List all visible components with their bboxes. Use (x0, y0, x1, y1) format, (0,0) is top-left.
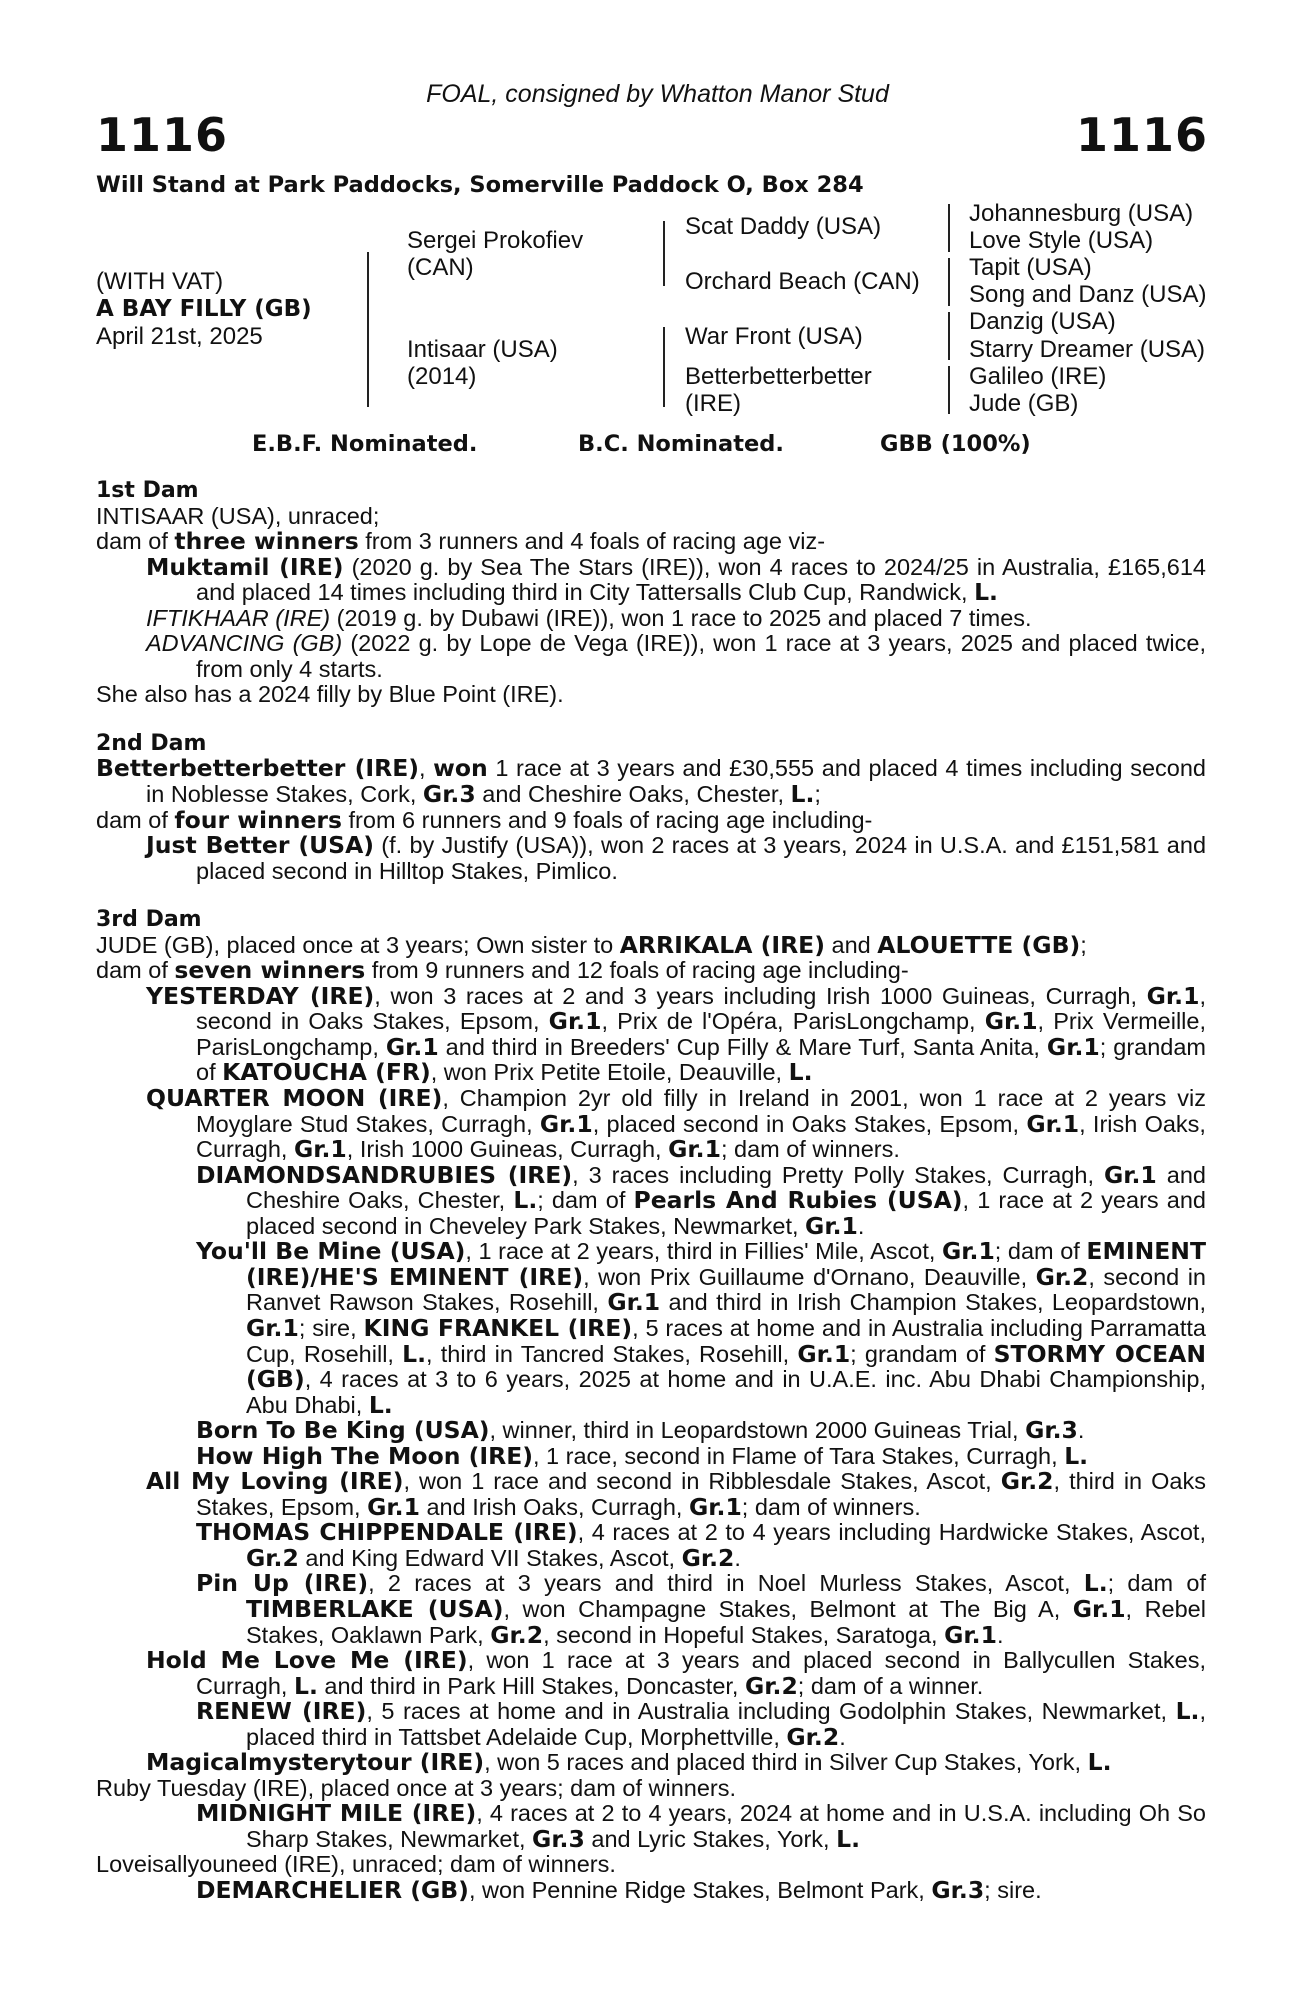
progeny-entry: DEMARCHELIER (GB), won Pennine Ridge Stakes, Belmont Park, Gr.3; sire. (196, 1875, 1042, 1904)
lot-number-left: 1116 (96, 108, 229, 162)
second-dam-produce-line: dam of four winners from 6 runners and 9 foals of racing age including- (96, 805, 873, 834)
g3-ancestor: Song and Danz (USA) (969, 281, 1207, 308)
pedigree-brace-dam (663, 327, 665, 407)
progeny-entry: Hold Me Love Me (IRE), won 1 race at 3 years and placed second in Ballycullen Stakes, Curragh, L. and third in Park Hill Stakes, Doncaster, Gr.2; dam of a winner. (146, 1646, 1207, 1700)
vat-label: (WITH VAT) (96, 268, 224, 295)
progeny-entry: Loveisallyouneed (IRE), unraced; dam of winners. (96, 1851, 616, 1878)
progeny-entry: Born To Be King (USA), winner, third in Leopardstown 2000 Guineas Trial, Gr.3. (196, 1416, 1085, 1445)
pedigree-brace-sire (663, 221, 665, 286)
dam-dam: Betterbetterbetter (685, 363, 872, 390)
first-dam-intro: INTISAAR (USA), unraced; (96, 502, 380, 529)
pedigree-brace-main (367, 252, 369, 407)
stand-location: Will Stand at Park Paddocks, Somerville Paddock O, Box 284 (96, 172, 864, 198)
section-heading-3rd-dam: 3rd Dam (96, 907, 202, 933)
progeny-entry: Muktamil (IRE) (2020 g. by Sea The Stars (IRE)), won 4 races to 2024/25 in Australia, £165,614 and placed 14 times including third in City Tattersalls Club Cup, Randwick, L. (146, 552, 1206, 607)
bc-nomination: B.C. Nominated. (578, 431, 784, 457)
g3-ancestor: Danzig (USA) (969, 308, 1116, 335)
horse-name: A BAY FILLY (GB) (96, 296, 312, 322)
progeny-entry: RENEW (IRE), 5 races at home and in Australia including Godolphin Stakes, Newmarket, L., placed third in Tattsbet Adelaide Cup, Morphettville, Gr.2. (196, 1697, 1206, 1751)
progeny-entry: Just Better (USA) (f. by Justify (USA)), won 2 races at 3 years, 2024 in U.S.A. and £151,581 and placed second in Hilltop Stakes, Pimlico. (146, 831, 1207, 884)
progeny-entry: You'll Be Mine (USA), 1 race at 2 years, third in Fillies' Mile, Ascot, Gr.1; dam of EMINENT (IRE)/HE'S EMINENT (IRE), won Prix Guillaume d'Ornano, Deauville, Gr.2, second in Ranvet Rawson Stakes, Rosehill, Gr.1 and third in Irish Champion Stakes, Leopardstown, Gr.1; sire, KING FRANKEL (IRE), 5 races at home and in Australia including Parramatta Cup, Rosehill, L., third in Tancred Stakes, Rosehill, Gr.1; grandam of STORMY OCEAN (GB), 4 races at 3 to 6 years, 2025 at home and in U.A.E. inc. Abu Dhabi Championship, Abu Dhabi, L. (196, 1237, 1207, 1419)
foaling-date: April 21st, 2025 (96, 323, 263, 350)
lot-number-right: 1116 (1075, 108, 1208, 162)
sire-dam: Orchard Beach (CAN) (685, 268, 920, 295)
dam-sire: War Front (USA) (685, 323, 863, 350)
g3-ancestor: Johannesburg (USA) (969, 200, 1194, 227)
progeny-entry: DIAMONDSANDRUBIES (IRE), 3 races including Pretty Polly Stakes, Curragh, Gr.1 and Cheshire Oaks, Chester, L.; dam of Pearls And Rubies (USA), 1 race at 2 years and placed second in Cheveley Park Stakes, Newmarket, Gr.1. (196, 1160, 1206, 1240)
third-dam-produce-line: dam of seven winners from 9 runners and 12 foals of racing age including- (96, 956, 909, 985)
progeny-entry: Pin Up (IRE), 2 races at 3 years and third in Noel Murless Stakes, Ascot, L.; dam of TIMBERLAKE (USA), won Champagne Stakes, Belmont at The Big A, Gr.1, Rebel Stakes, Oaklawn Park, Gr.2, second in Hopeful Stakes, Saratoga, Gr.1. (196, 1569, 1206, 1649)
progeny-entry: ADVANCING (GB) (2022 g. by Lope de Vega (IRE)), won 1 race at 3 years, 2025 and placed twice, from only 4 starts. (146, 630, 1206, 682)
progeny-entry: All My Loving (IRE), won 1 race and second in Ribblesdale Stakes, Ascot, Gr.2, third in Oaks Stakes, Epsom, Gr.1 and Irish Oaks, Curragh, Gr.1; dam of winners. (146, 1467, 1206, 1521)
pedigree-brace-g3-4 (948, 366, 950, 414)
progeny-entry: How High The Moon (IRE), 1 race, second in Flame of Tara Stakes, Curragh, L. (196, 1441, 1089, 1470)
catalogue-body (96, 478, 1206, 1904)
sire-sire: Scat Daddy (USA) (685, 213, 882, 240)
dam-name: Intisaar (USA) (407, 336, 558, 363)
second-dam-intro: Betterbetterbetter (IRE), won 1 race at 3 years and £30,555 and placed 4 times including second in Noblesse Stakes, Cork, Gr.3 and Cheshire Oaks, Chester, L.; (96, 754, 1206, 809)
ebf-nomination: E.B.F. Nominated. (252, 431, 478, 457)
dam-dam-country: (IRE) (685, 390, 741, 417)
sire-name: Sergei Prokofiev (407, 227, 584, 254)
g3-ancestor: Tapit (USA) (969, 254, 1092, 281)
progeny-entry: Magicalmysterytour (IRE), won 5 races and placed third in Silver Cup Stakes, York, L. (146, 1748, 1112, 1777)
first-dam-produce-line: dam of three winners from 3 runners and 4 foals of racing age viz- (96, 527, 826, 556)
sire-country: (CAN) (407, 254, 474, 281)
section-heading-1st-dam: 1st Dam (96, 478, 199, 503)
pedigree-brace-g3-1 (948, 204, 950, 252)
progeny-entry: IFTIKHAAR (IRE) (2019 g. by Dubawi (IRE)), won 1 race to 2025 and placed 7 times. (146, 604, 1032, 631)
progeny-entry: QUARTER MOON (IRE), Champion 2yr old filly in Ireland in 2001, won 1 race at 2 years viz Moyglare Stud Stakes, Curragh, Gr.1, placed second in Oaks Stakes, Epsom, Gr.1, Irish Oaks, Curragh, Gr.1, Irish 1000 Guineas, Curragh, Gr.1; dam of winners. (146, 1084, 1206, 1164)
third-dam-intro: JUDE (GB), placed once at 3 years; Own sister to ARRIKALA (IRE) and ALOUETTE (GB); (96, 930, 1087, 959)
first-dam-also: She also has a 2024 filly by Blue Point (IRE). (96, 681, 564, 708)
g3-ancestor: Jude (GB) (969, 390, 1079, 417)
gbb-status: GBB (100%) (880, 431, 1031, 457)
g3-ancestor: Starry Dreamer (USA) (969, 336, 1206, 363)
section-heading-2nd-dam: 2nd Dam (96, 730, 207, 756)
g3-ancestor: Love Style (USA) (969, 227, 1154, 254)
progeny-entry: Ruby Tuesday (IRE), placed once at 3 years; dam of winners. (96, 1774, 737, 1801)
progeny-entry: THOMAS CHIPPENDALE (IRE), 4 races at 2 to 4 years including Hardwicke Stakes, Ascot, Gr.2 and King Edward VII Stakes, Ascot, Gr.2. (196, 1518, 1206, 1572)
progeny-entry: MIDNIGHT MILE (IRE), 4 races at 2 to 4 years, 2024 at home and in U.S.A. including Oh So Sharp Stakes, Newmarket, Gr.3 and Lyric Stakes, York, L. (196, 1799, 1206, 1853)
progeny-entry: YESTERDAY (IRE), won 3 races at 2 and 3 years including Irish 1000 Guineas, Curragh, Gr.1, second in Oaks Stakes, Epsom, Gr.1, Prix de l'Opéra, ParisLongchamp, Gr.1, Prix Vermeille, ParisLongchamp, Gr.1 and third in Breeders' Cup Filly & Mare Turf, Santa Anita, Gr.1; grandam of KATOUCHA (FR), won Prix Petite Etoile, Deauville, L. (146, 981, 1207, 1087)
g3-ancestor: Galileo (IRE) (969, 363, 1107, 390)
pedigree-brace-g3-3 (948, 312, 950, 360)
dam-year: (2014) (407, 363, 477, 390)
consignment-line: FOAL, consigned by Whatton Manor Stud (426, 80, 889, 108)
pedigree-brace-g3-2 (948, 258, 950, 306)
